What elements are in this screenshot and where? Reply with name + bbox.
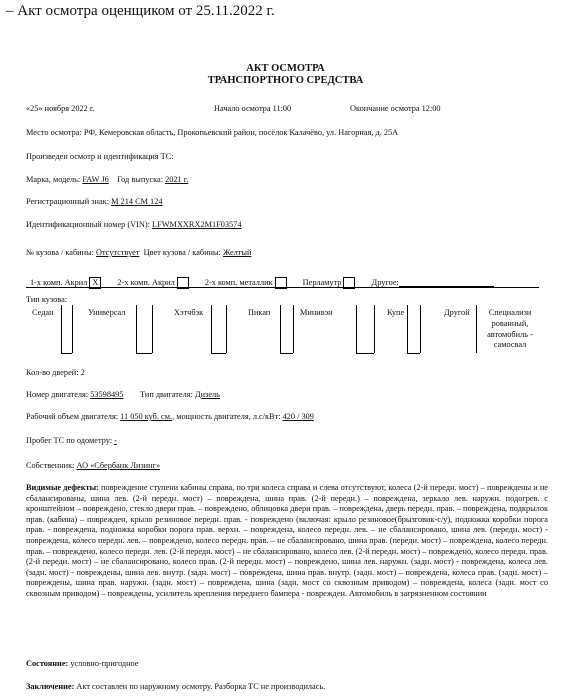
identification-line: Произведен осмотр и идентификация ТС: <box>26 152 174 161</box>
document-subtitle: ТРАНСПОРТНОГО СРЕДСТВА <box>207 75 364 86</box>
condition-value: условно-пригодное <box>68 659 139 668</box>
body-type-coupe: Купе <box>387 308 405 317</box>
paint-acryl-1-checkbox[interactable]: X <box>89 277 101 289</box>
doors-count: Кол-во дверей: 2 <box>26 368 85 377</box>
body-number-value: Отсутствует <box>96 248 140 257</box>
defects-text: повреждение ступени кабины справа, по три колеса справа и слева отсутствуют, колеса (2-й передн. мост) – повреждены и не сбалансированы, шина лев. (2-й передн. мост) – повреждена, шина прав. (2-й передн.) – повреждена, зеркало лев. наружн. подогрев. с кронштейном – повреждено, стекло двери прав. – повреждено, облицовка двери прав. – повреждена, дверь передн. прав. – повреждена, подкрылок прав. (кабина) – поврежден, крыло резиновое передн. прав. - повреждено (включая: крыло резиновое(брызговик-с/у), подножка коробки порога прав. - повреждена, подножка коробки порога прав. верхн. – повреждена, колесо передн. лев. – не сбалансировано, шина лев. (передн. мост) - повреждена, колесо передн. лев. – повреждено, колесо передн. прав. – не сбалансировано, шина прав. (передн. мост) – повреждена, колесо передн. прав. – повреждено, колесо передн. лев. (2-й передн. мост) – не сбалансировано, колесо лев. (2-й передн. мост) – повреждено, колесо передн. прав. (2-й передн. мост) – не сбалансировано, колесо прав. (2-й передн. мост) – повреждено, шина лев. наружн. (задн. мост) - повреждена, колеса лев. (задн. мост) - повреждены, шина лев. внутр. (задн. мост) – повреждена, шина прав. внутр. (задн. мост) – повреждена, колеса прав. (задн. мост) – повреждены, шина прав. наружн. (задн. мост) – повреждена, шина (задн. мост со сквозным приводом) – повреждена, колеса (задн. мост со сквозным приводом) – повреждены, усилитель крепления переднего бампера - поврежден. Автомобиль в загрязненном состоянии <box>26 483 548 599</box>
body-type-box-line <box>476 305 477 353</box>
reg-plate-row: Регистрационный знак: М 214 СМ 124 <box>26 197 163 206</box>
defects-label: Видимые дефекты: <box>26 483 99 492</box>
body-type-sedan: Седан <box>32 308 54 317</box>
paint-acryl-1: 1-х комп. Акрил X <box>30 277 101 289</box>
conclusion-value: Акт составлен по наружному осмотру. Разборка ТС не производилась. <box>74 682 326 691</box>
body-type-box-line <box>374 305 375 353</box>
conclusion-row: Заключение: Акт составлен по наружному осмотру. Разборка ТС не производилась. <box>26 682 326 691</box>
divider <box>26 287 539 288</box>
document-title: АКТ ОСМОТРА <box>246 63 325 74</box>
body-type-box-line <box>407 353 420 354</box>
body-type-box-line <box>226 305 227 353</box>
body-type-pickup: Пикап <box>248 308 271 317</box>
body-type-minivan: Минивэн <box>300 308 333 317</box>
body-type-hatchback: Хэтчбэк <box>174 308 204 317</box>
paint-acryl-2: 2-х комп. Акрил <box>117 277 188 289</box>
body-type-box-line <box>61 305 62 353</box>
make-model-value: FAW J6 <box>82 175 109 184</box>
inspection-end: Окончание осмотра 12:00 <box>350 104 441 113</box>
body-type-wagon: Универсал <box>88 308 126 317</box>
body-type-box-line <box>152 305 153 353</box>
engine-number-value: 53598495 <box>90 390 124 399</box>
paint-other: Другое: <box>372 277 494 287</box>
body-type-special: Специализи рованный, автомобиль - самосвал <box>487 308 533 350</box>
body-type-box-line <box>61 353 72 354</box>
year-value: 2021 г. <box>165 175 189 184</box>
reg-plate-value: М 214 СМ 124 <box>111 197 163 206</box>
body-type-box-line <box>293 305 294 353</box>
body-type-box-line <box>420 305 421 353</box>
inspection-start: Начало осмотра 11:00 <box>214 104 292 113</box>
inspection-date: «25» ноября 2022 г. <box>26 104 95 113</box>
owner-row: Собственник: АО «Сбербанк Лизинг» <box>26 461 161 470</box>
vin-row: Идентификационный номер (VIN): LFWMXXRX2M1F03574 <box>26 220 242 229</box>
inspection-place: Место осмотра: РФ, Кемеровская область, Прокопьевский район, посёлок Калачёво, ул. Нагорная, д. 25А <box>26 128 399 137</box>
body-type-box-line <box>72 305 73 353</box>
body-type-label: Тип кузова: <box>26 295 68 304</box>
visible-defects <box>26 483 548 600</box>
paint-metallic-2: 2-х комп. металлик <box>205 277 287 289</box>
color-value: Желтый <box>222 248 252 257</box>
body-type-box-line <box>280 305 281 353</box>
body-type-box-line <box>280 353 293 354</box>
body-type-box-line <box>136 353 152 354</box>
section-heading: – Акт осмотра оценщиком от 25.11.2022 г. <box>6 3 275 19</box>
make-model-row: Марка, модель: FAW J6 Год выпуска: 2021 г. <box>26 175 189 184</box>
engine-volume-row: Рабочий объем двигателя: 11 050 куб. см., мощность двигателя, л.с/кВт: 420 / 309 <box>26 412 314 421</box>
body-type-box-line <box>211 353 226 354</box>
body-type-box-line <box>356 353 374 354</box>
body-type-box-line <box>407 305 408 353</box>
mileage-row: Пробег ТС по одометру: - <box>26 436 117 445</box>
engine-power-value: 420 / 309 <box>282 412 314 421</box>
paint-other-field[interactable] <box>399 277 494 287</box>
engine-volume-value: 11 050 куб. см. <box>120 412 173 421</box>
condition-row: Состояние: условно-пригодное <box>26 659 139 668</box>
mileage-value: - <box>114 436 117 445</box>
engine-type-value: Дизель <box>194 390 220 399</box>
body-type-box-line <box>136 305 137 353</box>
body-color-row: № кузова / кабины: Отсутствует Цвет кузова / кабины: Желтый <box>26 248 252 257</box>
owner-value: АО «Сбербанк Лизинг» <box>76 461 161 470</box>
vin-value: LFWMXXRX2M1F03574 <box>152 220 242 229</box>
engine-row: Номер двигателя: 53598495 Тип двигателя: Дизель <box>26 390 220 399</box>
body-type-box-line <box>211 305 212 353</box>
body-type-box-line <box>356 305 357 353</box>
body-type-other: Другой <box>444 308 470 317</box>
paint-pearl: Перламутр <box>303 277 356 289</box>
